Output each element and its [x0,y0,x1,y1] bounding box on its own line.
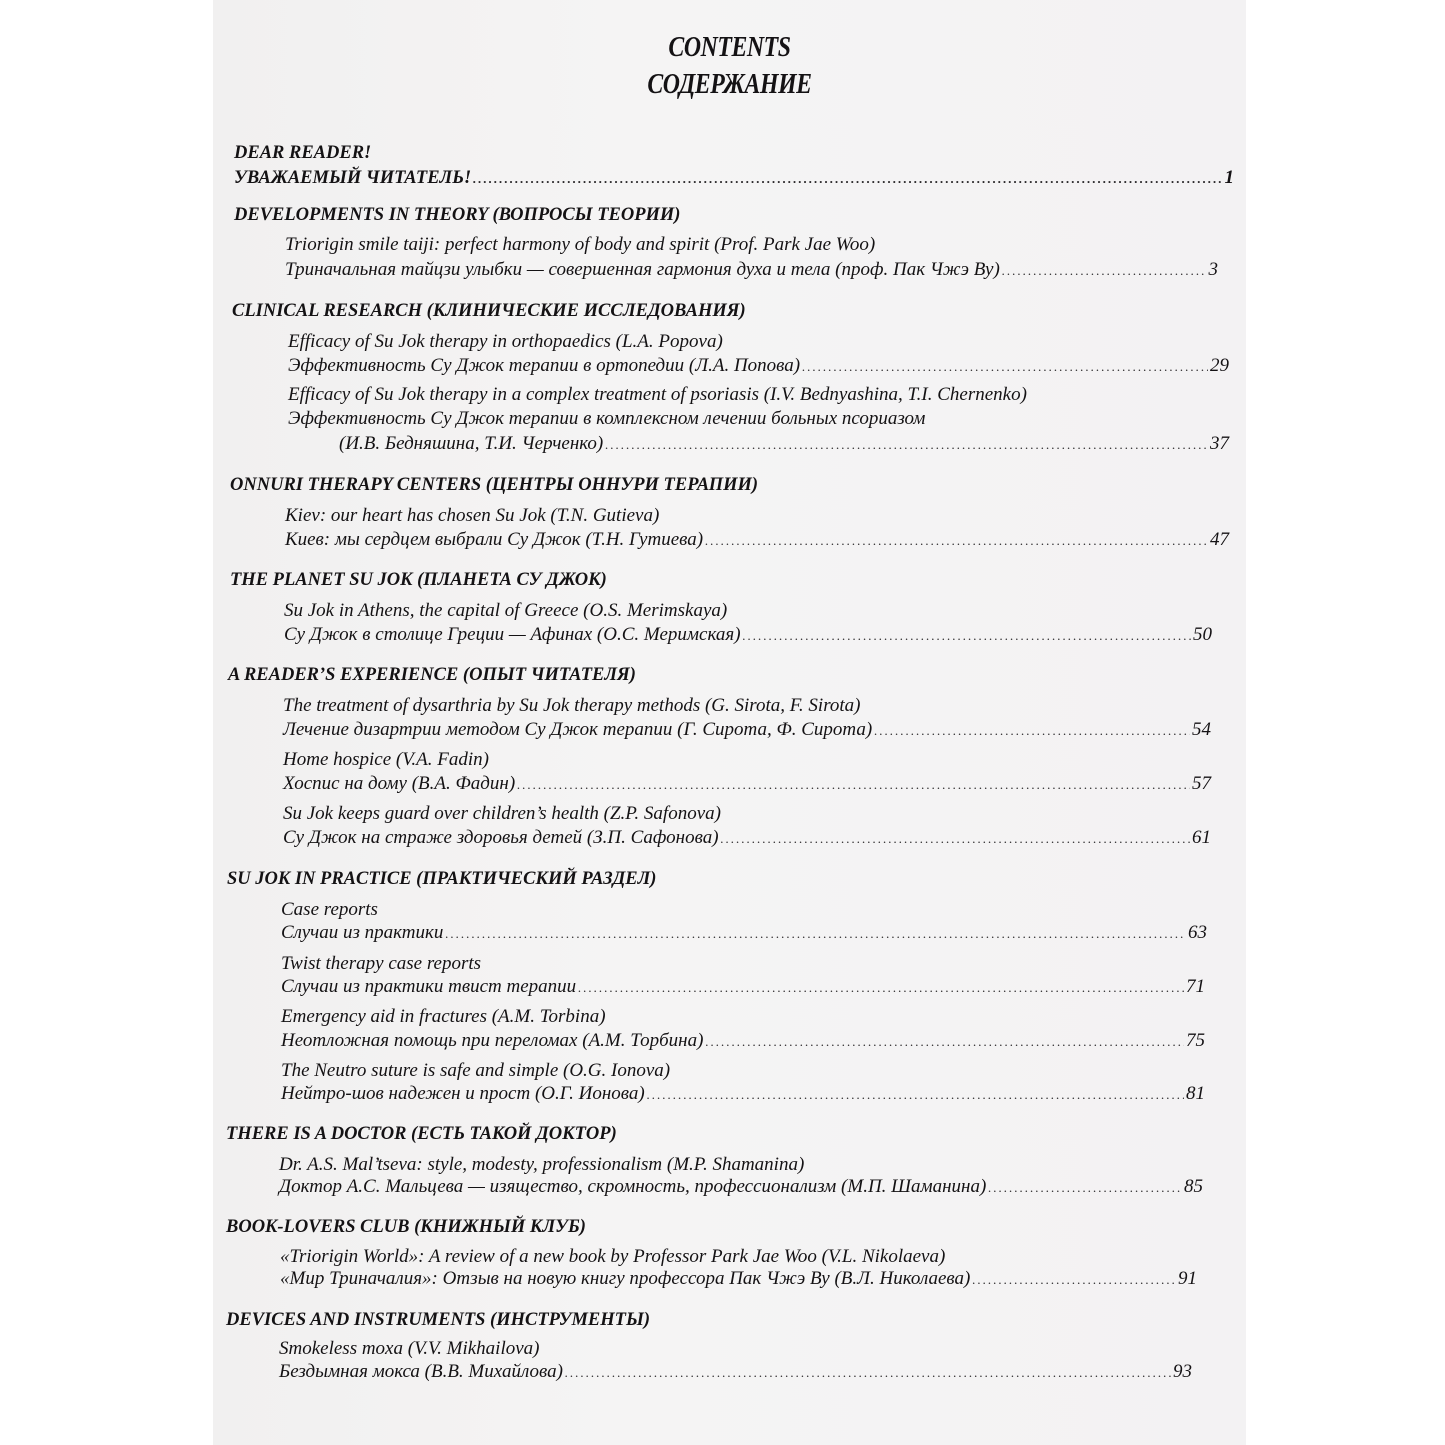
entry-title-en: «Triorigin World»: A review of a new book by Professor Park Jae Woo (V.L. Nikolaeva) [280,1246,946,1267]
section-heading: DEVELOPMENTS IN THEORY (ВОПРОСЫ ТЕОРИИ) [234,205,681,225]
section-heading: DEVICES AND INSTRUMENTS (ИНСТРУМЕНТЫ) [226,1310,651,1330]
section-heading: THE PLANET SU JOK (ПЛАНЕТА СУ ДЖОК) [230,570,607,590]
leader-dots [517,774,1190,796]
entry-title-ru: Бездымная мокса (В.В. Михайлова) [279,1361,563,1382]
section-heading-dear-reader: DEAR READER! [234,143,372,163]
entry-title-ru-continued: (И.В. Бедняшина, Т.И. Черченко) [339,433,604,454]
page-title-en: CONTENTS [668,31,791,63]
toc-entry[interactable] [281,922,1207,945]
toc-entry[interactable] [279,1361,1192,1384]
leader-dots [874,720,1190,742]
leader-dots [473,168,1222,190]
section-heading: A READER’S EXPERIENCE (ОПЫТ ЧИТАТЕЛЯ) [228,665,636,685]
entry-title-en: Case reports [281,899,378,920]
section-heading: THERE IS A DOCTOR (ЕСТЬ ТАКОЙ ДОКТОР) [226,1124,617,1144]
entry-title-en: Smokeless moxa (V.V. Mikhailova) [279,1338,540,1359]
entry-title-en: Efficacy of Su Jok therapy in orthopaedics (L.A. Popova) [288,331,723,352]
leader-dots [647,1084,1184,1106]
page-number: 85 [1184,1176,1203,1197]
section-heading: SU JOK IN PRACTICE (ПРАКТИЧЕСКИЙ РАЗДЕЛ) [227,869,657,889]
entry-title-en: Home hospice (V.A. Fadin) [283,749,489,770]
entry-title-ru: Хоспис на дому (В.А. Фадин) [283,773,516,794]
entry-title-en: The treatment of dysarthria by Su Jok therapy methods (G. Sirota, F. Sirota) [283,695,861,716]
toc-entry[interactable] [283,827,1211,850]
entry-title-en: Twist therapy case reports [281,953,482,974]
page-number: 81 [1186,1083,1205,1104]
page-title-ru: СОДЕРЖАНИЕ [647,68,812,100]
page-number: 37 [1210,433,1229,454]
toc-entry[interactable] [279,1176,1203,1199]
toc-entry[interactable] [283,773,1211,796]
entry-title-en: Efficacy of Su Jok therapy in a complex treatment of psoriasis (I.V. Bednyashina, T.I. Chernenko) [288,384,1027,405]
page-number: 50 [1193,624,1212,645]
entry-title-ru: УВАЖАЕМЫЙ ЧИТАТЕЛЬ! [234,168,472,188]
leader-dots [721,828,1190,850]
leader-dots [578,977,1184,999]
toc-entry[interactable] [281,1083,1205,1106]
page-number: 91 [1178,1268,1197,1289]
leader-dots [605,434,1208,456]
toc-entry[interactable] [280,1268,1197,1291]
section-heading: BOOK-LOVERS CLUB (КНИЖНЫЙ КЛУБ) [226,1217,586,1237]
leader-dots [972,1269,1176,1291]
page-number: 57 [1192,773,1211,794]
entry-title-en: Su Jok in Athens, the capital of Greece (O.S. Merimskaya) [284,600,728,621]
leader-dots [565,1362,1171,1384]
toc-entry[interactable] [288,355,1229,378]
page-number: 93 [1173,1361,1192,1382]
toc-entry[interactable] [234,167,1234,190]
entry-title-ru: Киев: мы сердцем выбрали Су Джок (Т.Н. Гутиева) [285,529,704,550]
page-number: 75 [1186,1030,1205,1051]
toc-entry[interactable] [281,1030,1205,1053]
entry-title-en: Su Jok keeps guard over children’s health (Z.P. Safonova) [283,803,721,824]
section-heading: CLINICAL RESEARCH (КЛИНИЧЕСКИЕ ИССЛЕДОВАНИЯ) [232,301,746,321]
entry-title-ru: Су Джок на страже здоровья детей (З.П. Сафонова) [283,827,719,848]
toc-entry[interactable] [283,719,1211,742]
entry-title-en: Triorigin smile taiji: perfect harmony of body and spirit (Prof. Park Jae Woo) [285,234,876,255]
toc-entry[interactable] [281,976,1205,999]
page-number: 3 [1208,259,1218,280]
entry-title-ru: Эффективность Су Джок терапии в ортопедии (Л.А. Попова) [288,355,801,376]
entry-title-ru: Эффективность Су Джок терапии в комплексном лечении больных псориазом [288,408,926,429]
table-of-contents [213,0,1246,1445]
leader-dots [802,356,1208,378]
entry-title-ru: «Мир Триначалия»: Отзыв на новую книгу профессора Пак Чжэ Ву (В.Л. Николаева) [280,1268,971,1289]
page-number: 29 [1210,355,1229,376]
toc-entry[interactable] [285,259,1218,282]
entry-title-ru: Су Джок в столице Греции — Афинах (О.С. Меримская) [284,624,741,645]
entry-title-ru: Случаи из практики [281,922,444,943]
leader-dots [743,625,1191,647]
toc-entry[interactable] [339,433,1229,456]
entry-title-ru: Случаи из практики твист терапии [281,976,577,997]
entry-title-en: The Neutro suture is safe and simple (O.G. Ionova) [281,1060,671,1081]
entry-title-en: Emergency aid in fractures (A.M. Torbina) [281,1006,606,1027]
leader-dots [705,1031,1184,1053]
entry-title-ru: Триначальная тайцзи улыбки — совершенная гармония духа и тела (проф. Пак Чжэ Ву) [285,259,1000,280]
leader-dots [705,530,1208,552]
contents-page [213,0,1246,1445]
leader-dots [1002,260,1207,282]
entry-title-ru: Нейтро-шов надежен и прост (О.Г. Ионова) [281,1083,645,1104]
page-number: 54 [1192,719,1211,740]
entry-title-ru: Лечение дизартрии методом Су Джок терапии (Г. Сирота, Ф. Сирота) [283,719,873,740]
page-number: 71 [1186,976,1205,997]
page-number: 63 [1188,922,1207,943]
entry-title-ru: Доктор А.С. Мальцева — изящество, скромность, профессионализм (М.П. Шаманина) [279,1176,987,1197]
leader-dots [445,923,1186,945]
page-number: 61 [1192,827,1211,848]
entry-title-en: Dr. A.S. Mal’tseva: style, modesty, professionalism (M.P. Shamanina) [279,1154,805,1175]
page-number: 47 [1210,529,1229,550]
toc-entry[interactable] [285,529,1229,552]
page-number: 1 [1224,167,1234,188]
entry-title-ru: Неотложная помощь при переломах (А.М. Торбина) [281,1030,704,1051]
section-heading: ONNURI THERAPY CENTERS (ЦЕНТРЫ ОННУРИ ТЕРАПИИ) [230,475,759,495]
toc-entry[interactable] [284,624,1212,647]
leader-dots [988,1177,1182,1199]
entry-title-en: Kiev: our heart has chosen Su Jok (T.N. Gutieva) [285,505,660,526]
